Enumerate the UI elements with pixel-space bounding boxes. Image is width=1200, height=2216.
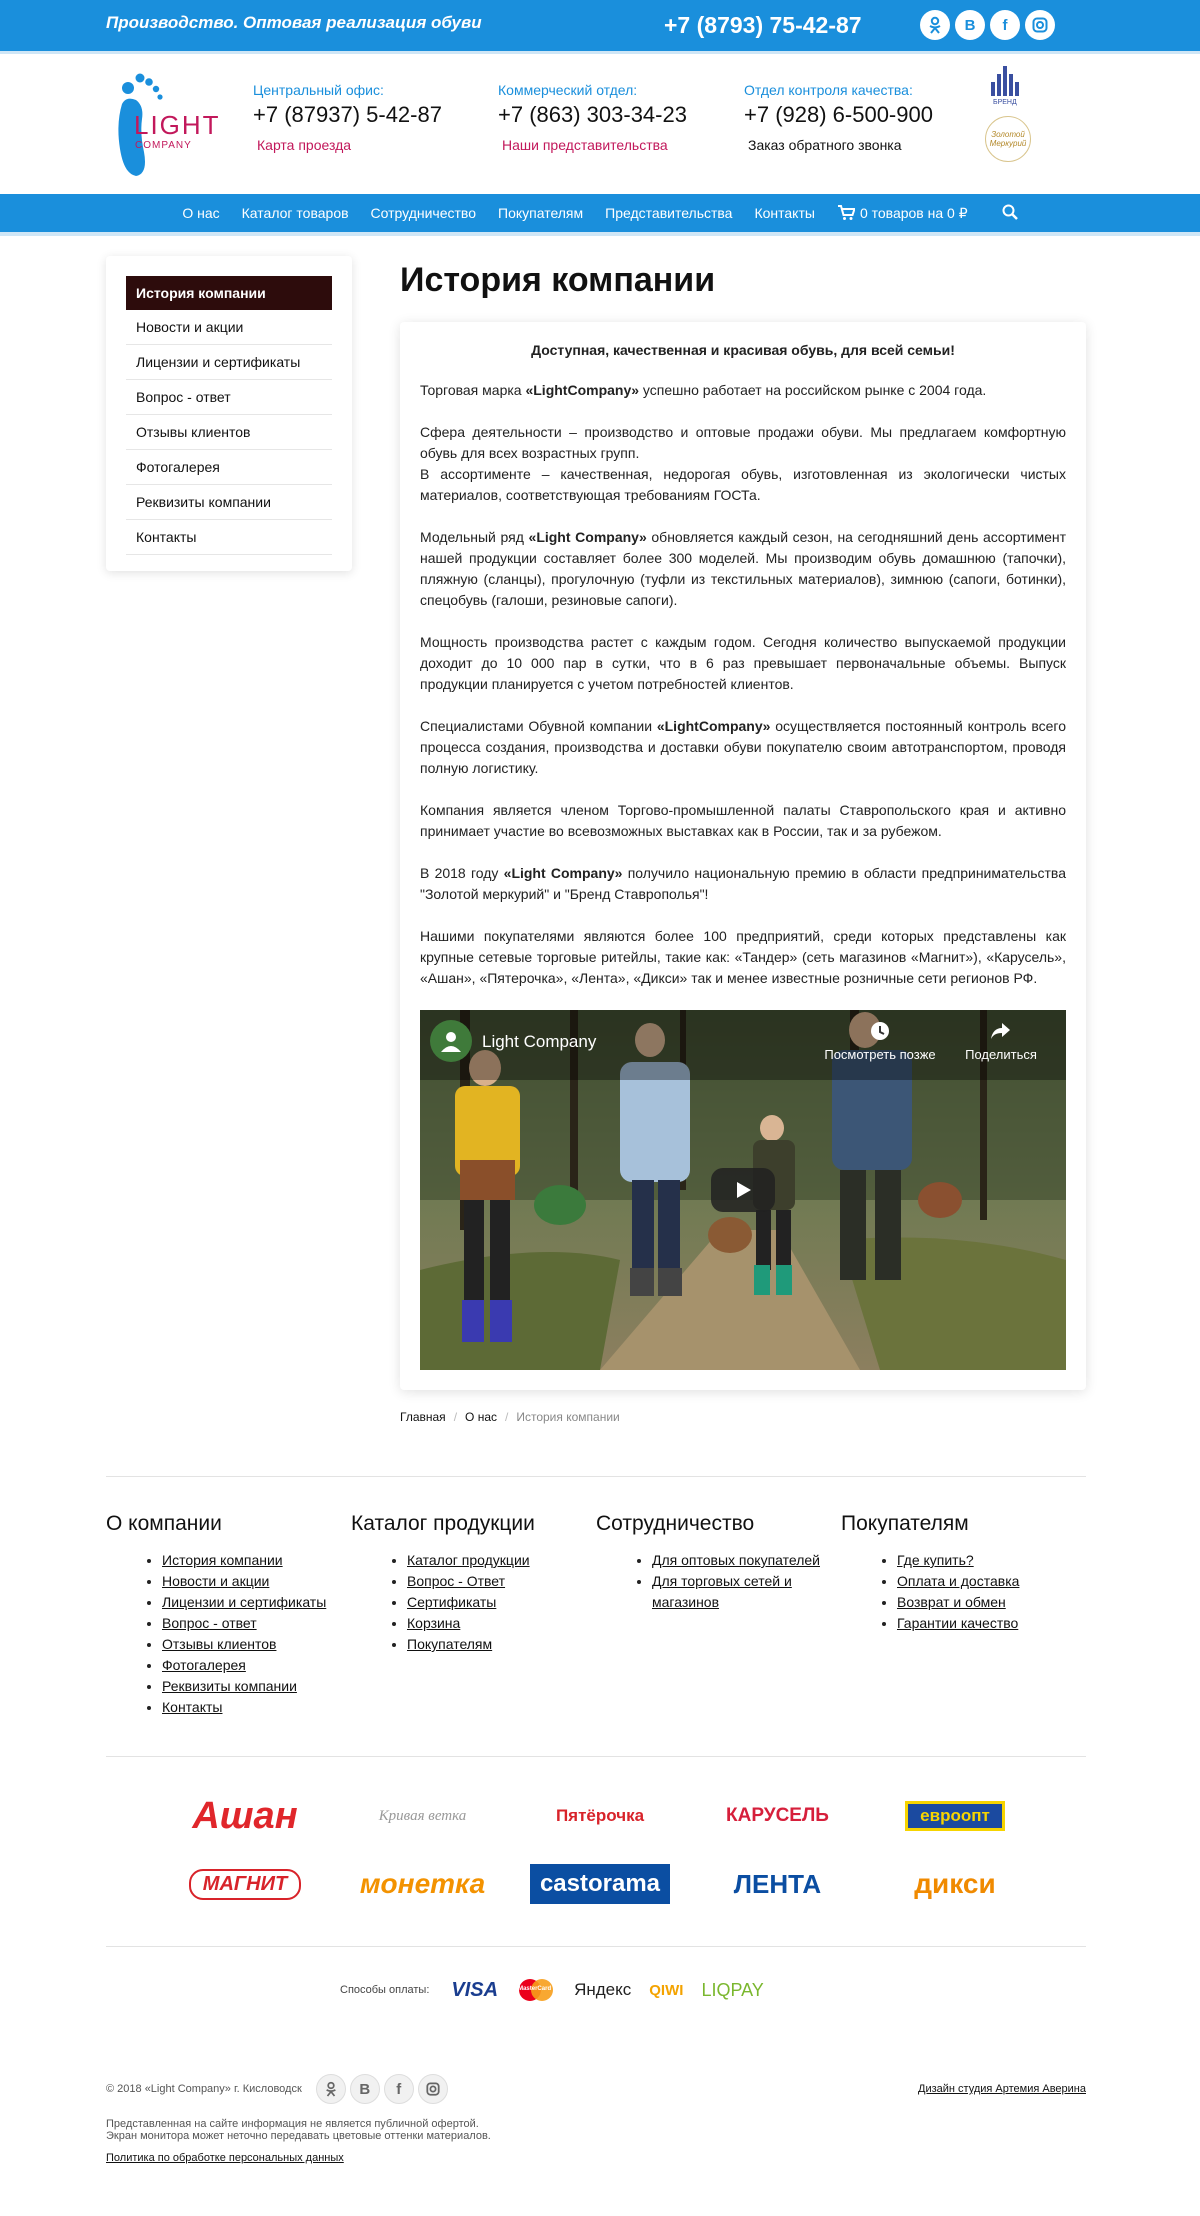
liqpay-logo: LIQPAY bbox=[701, 1979, 764, 2000]
top-bar bbox=[0, 0, 1200, 54]
contact-phone[interactable]: +7 (928) 6-500-900 bbox=[744, 102, 933, 127]
sidebar-item-contacts[interactable]: Контакты bbox=[126, 520, 332, 555]
footer-link[interactable]: Отзывы клиентов bbox=[162, 1636, 277, 1652]
sidebar-item-licenses[interactable]: Лицензии и сертификаты bbox=[126, 345, 332, 380]
footer-col-cooperation bbox=[596, 1512, 841, 1718]
play-button[interactable] bbox=[711, 1168, 775, 1212]
contact-label: Коммерческий отдел: bbox=[498, 82, 638, 98]
brand-castorama-logo: castorama bbox=[530, 1864, 670, 1904]
footer-col-title: О компании bbox=[106, 1512, 222, 1535]
brand-castorama-box bbox=[525, 1863, 675, 1905]
contact-central-office bbox=[253, 82, 442, 155]
brand-badge-text: БРЕНД bbox=[993, 99, 1017, 106]
contact-phone[interactable]: +7 (863) 303-34-23 bbox=[498, 102, 687, 127]
nav-item-cooperation[interactable]: Сотрудничество bbox=[370, 205, 476, 221]
yandex-money-logo: Яндекс bbox=[574, 1980, 632, 1999]
share-icon bbox=[990, 1020, 1012, 1042]
contact-quality bbox=[744, 82, 933, 155]
search-icon bbox=[1002, 204, 1018, 220]
brand-monetka-logo: монетка bbox=[359, 1868, 486, 1899]
contact-commercial bbox=[498, 82, 687, 155]
visa-logo: VISA bbox=[451, 1978, 499, 2001]
site-tagline: Производство. Оптовая реализация обуви bbox=[106, 13, 482, 32]
award-badges bbox=[985, 64, 1031, 162]
facebook-icon[interactable]: f bbox=[384, 2074, 414, 2104]
footer-link[interactable]: Для оптовых покупателей bbox=[652, 1552, 820, 1568]
article-lead: Доступная, качественная и красивая обувь, для всей семьи! bbox=[531, 342, 955, 358]
footer-link[interactable]: Покупателям bbox=[407, 1636, 493, 1652]
footer-link[interactable]: Вопрос - Ответ bbox=[407, 1573, 506, 1589]
footer-col-catalog bbox=[351, 1512, 596, 1718]
payment-methods bbox=[340, 1978, 764, 2002]
footer-link[interactable]: Сертификаты bbox=[407, 1594, 497, 1610]
watch-later-button[interactable] bbox=[820, 1020, 940, 1062]
footer-link[interactable]: Контакты bbox=[162, 1699, 223, 1715]
sidebar-item-history[interactable]: История компании bbox=[126, 276, 332, 310]
studio-link[interactable]: Дизайн студия Артемия Аверина bbox=[918, 2083, 1086, 2095]
vk-icon[interactable]: В bbox=[955, 10, 985, 40]
paragraph: В ассортименте – качественная, недорогая обувь, изготовленная из экологически чистых материалов, соответствующая требованиям ГОСТа. bbox=[420, 466, 1066, 503]
share-label: Поделиться bbox=[965, 1047, 1037, 1062]
page-title: История компании bbox=[400, 261, 716, 299]
copyright: © 2018 «Light Company» г. Кисловодск bbox=[106, 2083, 302, 2095]
nav-item-contacts[interactable]: Контакты bbox=[754, 205, 815, 221]
video-player[interactable] bbox=[420, 1010, 1066, 1370]
mastercard-logo bbox=[516, 1978, 556, 2002]
representatives-link[interactable]: Наши представительства bbox=[502, 137, 668, 153]
social-links bbox=[920, 10, 1055, 40]
footer-link[interactable]: Каталог продукции bbox=[407, 1552, 530, 1568]
footer-col-title: Покупателям bbox=[841, 1512, 969, 1535]
golden-mercury-badge: Золотой Меркурий bbox=[985, 116, 1031, 162]
sidebar-item-news[interactable]: Новости и акции bbox=[126, 310, 332, 345]
paragraph: Модельный ряд «Light Company» обновляется каждый сезон, на сегодняшний день ассортимент нашей продукции составляет более 300 моделей. Мы производим обувь домашнюю (тапочки), пляжную (сланцы), прогулочную (туфли из текстильных материалов), зимнюю (сапоги, ботинки), спецобувь (галоши, резиновые сапоги). bbox=[420, 529, 1066, 608]
sidebar-menu bbox=[106, 256, 352, 571]
nav-item-catalog[interactable]: Каталог товаров bbox=[241, 205, 349, 221]
footer-bottom bbox=[106, 2074, 1086, 2164]
cart-summary: 0 товаров на 0 ₽ bbox=[859, 204, 968, 221]
qiwi-logo: QIWI bbox=[649, 1981, 684, 1999]
footer-link[interactable]: Возврат и обмен bbox=[897, 1594, 1006, 1610]
footer-link[interactable]: Корзина bbox=[407, 1615, 461, 1631]
paragraph: Специалистами Обувной компании «LightCompany» осуществляется постоянный контроль всего процесса создания, производства и доставки обуви покупателю своим автотранспортом, проводя полную логистику. bbox=[420, 718, 1066, 776]
brand-magnit-logo: МАГНИТ bbox=[189, 1869, 301, 1900]
facebook-icon[interactable]: f bbox=[990, 10, 1020, 40]
ok-icon[interactable] bbox=[920, 10, 950, 40]
footer-columns bbox=[106, 1512, 1086, 1718]
footer-link[interactable]: Лицензии и сертификаты bbox=[162, 1594, 327, 1610]
disclaimer: Экран монитора может неточно передавать цветовые оттенки материалов. bbox=[106, 2130, 491, 2142]
instagram-icon[interactable] bbox=[418, 2074, 448, 2104]
contact-label: Отдел контроля качества: bbox=[744, 82, 913, 98]
disclaimer: Представленная на сайте информация не является публичной офертой. bbox=[106, 2118, 479, 2130]
footer-link[interactable]: Реквизиты компании bbox=[162, 1678, 297, 1694]
divider bbox=[106, 1946, 1086, 1947]
contact-label: Центральный офис: bbox=[253, 82, 384, 98]
nav-item-representatives[interactable]: Представительства bbox=[605, 205, 733, 221]
nav-item-about[interactable]: О нас bbox=[182, 205, 220, 221]
vk-icon[interactable]: В bbox=[350, 2074, 380, 2104]
ok-icon[interactable] bbox=[316, 2074, 346, 2104]
content-column bbox=[400, 236, 1086, 1424]
main-area bbox=[0, 236, 1200, 1506]
brand-krivaya-vetka-logo: Кривая ветка bbox=[378, 1807, 467, 1824]
play-icon bbox=[732, 1179, 754, 1201]
divider bbox=[106, 1476, 1086, 1477]
watch-later-label: Посмотреть позже bbox=[824, 1047, 936, 1062]
contact-phone[interactable]: +7 (87937) 5-42-87 bbox=[253, 102, 442, 127]
paragraph: Сфера деятельности – производство и оптовые продажи обуви. Мы предлагаем комфортную обувь для всех возрастных групп. bbox=[420, 424, 1066, 461]
paragraph: Компания является членом Торгово-промышленной палаты Ставропольского края и активно принимает участие во всевозможных выставках как в России, так и за рубежом. bbox=[420, 802, 1066, 839]
footer-link[interactable]: Оплата и доставка bbox=[897, 1573, 1020, 1589]
logo-text: LIGHT bbox=[134, 110, 221, 140]
top-phone[interactable]: +7 (8793) 75-42-87 bbox=[664, 12, 862, 38]
cart-link[interactable] bbox=[826, 205, 979, 222]
footer-col-company bbox=[106, 1512, 351, 1718]
footer-socials bbox=[316, 2074, 448, 2104]
paragraph: Мощность производства растет с каждым годом. Сегодня количество выпускаемой продукции доходит до 10 000 пар в сутки, что в 6 раз превышает первоначальные объемы. Выпуск продукции планируется с учетом потребностей клиентов. bbox=[420, 634, 1066, 692]
brand-pyaterochka-logo: Пятёрочка bbox=[555, 1806, 645, 1825]
payment-label: Способы оплаты: bbox=[340, 1984, 430, 1996]
breadcrumb: Главная / О нас / История компании bbox=[400, 1410, 620, 1424]
header bbox=[0, 54, 1200, 194]
brand-evroopt-box bbox=[880, 1795, 1030, 1837]
sidebar-item-reviews[interactable]: Отзывы клиентов bbox=[126, 415, 332, 450]
paragraph: В 2018 году «Light Company» получило национальную премию в области предпринимательства "Золотой меркурий" и "Бренд Ставрополья"! bbox=[420, 865, 1066, 902]
cart-icon bbox=[837, 205, 855, 221]
paragraph: Нашими покупателями являются более 100 предприятий, среди которых представлены как крупные сетевые торговые ритейлы, такие как: «Тандер» (сеть магазинов «Магнит»), «Карусель», «Ашан», «Пятерочка», «Лента», «Дикси» так и менее известные розничные сети регионов РФ. bbox=[420, 928, 1066, 986]
brand-dixy-logo: дикси bbox=[914, 1868, 996, 1899]
site-logo[interactable] bbox=[106, 64, 231, 182]
brand-magnit-box bbox=[170, 1863, 320, 1905]
breadcrumb-home[interactable]: Главная bbox=[400, 1410, 446, 1424]
partner-brands bbox=[170, 1795, 1030, 1931]
footer-link[interactable]: Гарантии качество bbox=[897, 1615, 1019, 1631]
footer-col-title: Каталог продукции bbox=[351, 1512, 535, 1535]
footer-link[interactable]: Новости и акции bbox=[162, 1573, 270, 1589]
privacy-policy-link[interactable]: Политика по обработке персональных данных bbox=[106, 2152, 344, 2164]
logo-subtext: COMPANY bbox=[135, 140, 192, 151]
map-link[interactable]: Карта проезда bbox=[257, 137, 352, 153]
brand-karusel-logo: КАРУСЕЛЬ bbox=[726, 1805, 829, 1826]
main-nav bbox=[0, 194, 1200, 236]
sidebar-item-gallery[interactable]: Фотогалерея bbox=[126, 450, 332, 485]
clock-icon bbox=[869, 1020, 891, 1042]
sidebar-item-requisites[interactable]: Реквизиты компании bbox=[126, 485, 332, 520]
nav-item-buyers[interactable]: Покупателям bbox=[498, 205, 584, 221]
footer-link[interactable]: Вопрос - ответ bbox=[162, 1615, 257, 1631]
share-button[interactable] bbox=[956, 1020, 1046, 1062]
channel-avatar[interactable] bbox=[430, 1020, 472, 1062]
footer-col-title: Сотрудничество bbox=[596, 1512, 755, 1535]
footer-link[interactable]: Для торговых сетей и магазинов bbox=[652, 1573, 792, 1610]
paragraph: Торговая марка «LightCompany» успешно работает на российском рынке с 2004 года. bbox=[420, 382, 987, 398]
mastercard-text: MasterCard bbox=[518, 1986, 552, 1992]
search-button[interactable] bbox=[991, 204, 1029, 223]
footer-link[interactable]: Где купить? bbox=[897, 1552, 974, 1568]
brand-evroopt-logo: евроопт bbox=[905, 1801, 1005, 1831]
breadcrumb-current: История компании bbox=[516, 1410, 620, 1424]
brand-badge bbox=[985, 64, 1025, 110]
footer-link[interactable]: История компании bbox=[162, 1552, 283, 1568]
instagram-icon[interactable] bbox=[1025, 10, 1055, 40]
brand-lenta-logo: ЛЕНТА bbox=[733, 1868, 822, 1899]
divider bbox=[106, 1756, 1086, 1757]
brand-auchan-logo: Ашан bbox=[192, 1794, 298, 1837]
footer-col-buyers bbox=[841, 1512, 1086, 1718]
sidebar-item-faq[interactable]: Вопрос - ответ bbox=[126, 380, 332, 415]
callback-link[interactable]: Заказ обратного звонка bbox=[748, 137, 902, 153]
breadcrumb-about[interactable]: О нас bbox=[465, 1410, 497, 1424]
footer-link[interactable]: Фотогалерея bbox=[162, 1657, 246, 1673]
article-card bbox=[400, 322, 1086, 1390]
video-channel-name[interactable]: Light Company bbox=[482, 1032, 597, 1051]
